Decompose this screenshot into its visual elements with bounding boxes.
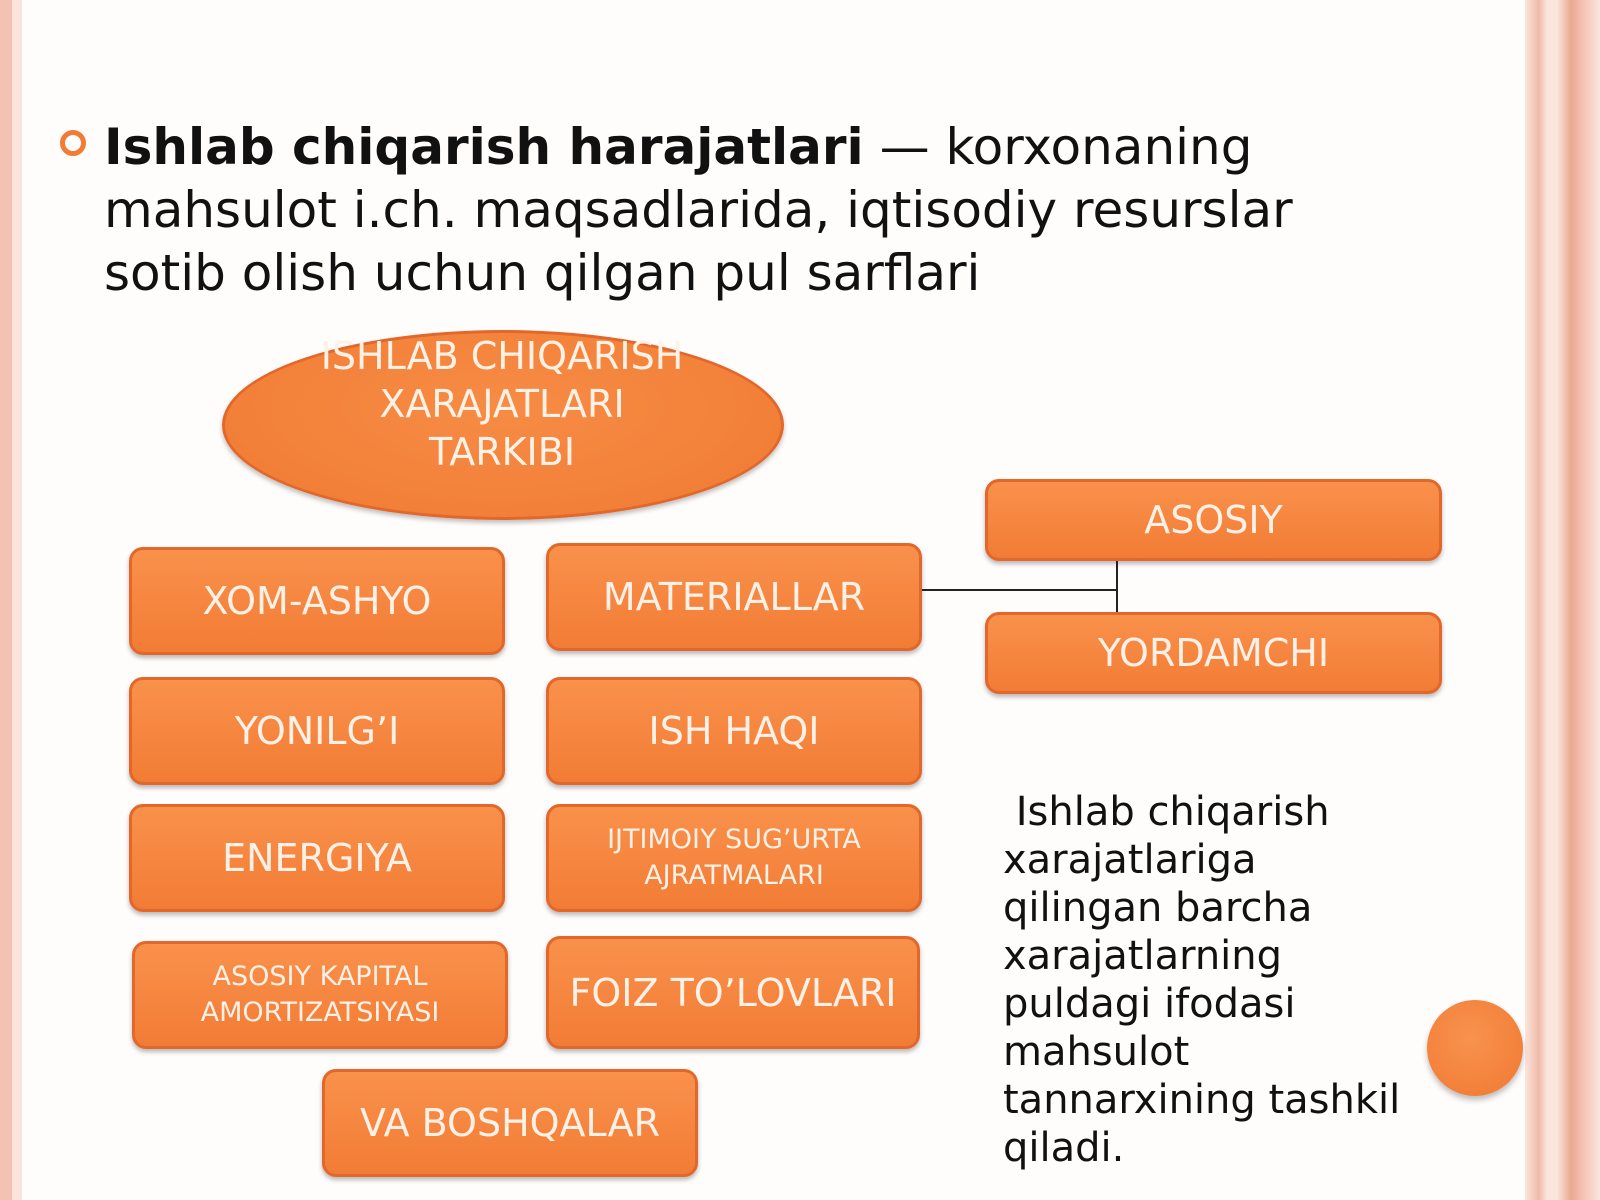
node-asosiy	[985, 479, 1442, 561]
node-label: ENERGIYA	[222, 836, 412, 880]
node-label: YORDAMCHI	[1097, 631, 1330, 675]
node-ish-haqi	[546, 677, 922, 785]
side-note: Ishlab chiqarish xarajatlariga qilingan barcha xarajatlarning puldagi ifodasi mahsulot tannarxining tashkil qiladi.	[1003, 789, 1413, 1171]
node-amortizatsiya	[132, 941, 508, 1049]
node-label: ISH HAQI	[648, 709, 820, 753]
bullet-ring-icon	[60, 130, 86, 156]
root-label: ISHLAB CHIQARISH XARAJATLARI TARKIBI	[320, 334, 684, 474]
node-materiallar	[546, 543, 922, 651]
node-yordamchi	[985, 612, 1442, 694]
node-ijtimoiy-sugurta	[546, 804, 922, 912]
node-label: VA BOSHQALAR	[360, 1101, 660, 1145]
node-label: ASOSIY KAPITAL AMORTIZATSIYASI	[200, 961, 440, 1028]
connector-horizontal	[922, 589, 1118, 591]
node-va-boshqalar	[322, 1069, 698, 1177]
node-label: FOIZ TO’LOVLARI	[569, 970, 897, 1015]
definition-text: — korxonaning mahsulot i.ch. maqsadlarida, iqtisodiy resurslar sotib olish uchun qilgan pul sarflari	[104, 118, 1293, 302]
node-label: MATERIALLAR	[602, 575, 866, 619]
definition-paragraph	[104, 116, 1384, 305]
left-frame-stripe	[0, 0, 22, 1200]
decorative-circle	[1427, 1000, 1523, 1096]
node-yonilgi	[129, 677, 505, 785]
right-frame-stripe	[1525, 0, 1600, 1200]
node-foiz-tolovlari	[546, 936, 920, 1049]
node-label: ASOSIY	[1144, 498, 1283, 542]
connector-vertical	[1116, 561, 1118, 612]
node-label: XOM-ASHYO	[202, 579, 432, 623]
node-label: YONILG’I	[234, 709, 400, 753]
definition-term: Ishlab chiqarish harajatlari	[104, 118, 864, 176]
node-energiya	[129, 804, 505, 912]
node-label: IJTIMOIY SUG’URTA AJRATMALARI	[607, 824, 861, 891]
node-xom-ashyo	[129, 547, 505, 655]
